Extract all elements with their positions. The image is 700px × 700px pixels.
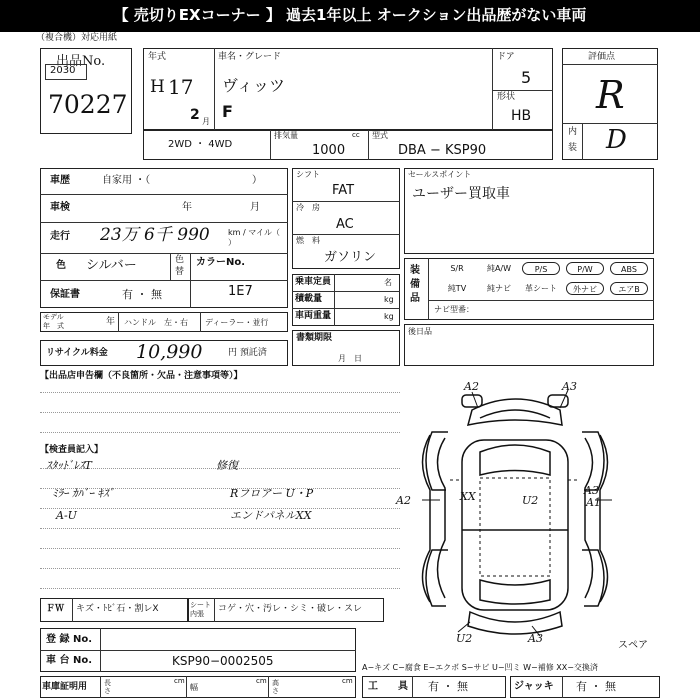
equipment-option: 純TV [447, 284, 467, 293]
chassis-value: KSP90−0002505 [172, 654, 274, 668]
era-value: H [150, 77, 165, 97]
diagram-mark: A3 [528, 632, 543, 645]
dim-width-unit: cm [256, 677, 267, 685]
docs-label: 書類期限 [296, 333, 333, 343]
diagram-mark: A1 [586, 496, 601, 509]
mileage-label: 走行 [50, 231, 70, 242]
shift-label: シフト [296, 170, 320, 179]
dim-height-label: 高さ [272, 679, 279, 695]
mileage-unit: km / マイル（ ） [228, 228, 281, 247]
capacity-unit: 名 [384, 278, 392, 287]
recycle-value: 10,990 [136, 341, 203, 363]
equipment-option: 革シート [525, 284, 557, 293]
score-value: R [596, 73, 625, 117]
capacity-label: 乗車定員 [295, 277, 332, 287]
equipment-option: エアB [610, 282, 648, 295]
fw-label: ＦＷ [46, 604, 65, 614]
model-name: ヴィッツ [222, 76, 286, 95]
diagram-mark: U2 [522, 494, 539, 507]
spare-label: スペア [618, 640, 648, 651]
garage-label: 車庫証明用 [42, 682, 88, 692]
note-right-1: 修復 [216, 459, 238, 472]
dealer-value: ディーラー・並行 [205, 318, 269, 327]
displacement-label: 排気量 [274, 131, 298, 140]
tools-label: 工 具 [368, 681, 408, 692]
seller-remarks-label: 【出品店申告欄（不良箇所・欠品・注意事項等）】 [40, 371, 243, 381]
extra-box [404, 324, 654, 366]
sales-point-box [404, 168, 654, 254]
navi-label: ナビ型番： [434, 305, 474, 314]
lot-number: 70227 [48, 90, 128, 119]
garage-box [40, 676, 356, 698]
doors-value: 5 [521, 68, 532, 87]
fw-value: キズ・ﾄﾋﾞ石・割レX [76, 604, 159, 614]
ac-label: 冷 房 [296, 203, 320, 212]
month-value: 2 [190, 107, 200, 123]
diagram-mark: A2 [396, 494, 411, 507]
model-year-label-2: 年 式 [43, 322, 64, 330]
lot-stamp-number: 2030 [50, 65, 76, 76]
inspection-year-unit: 年 [182, 202, 192, 213]
note-left-3: A-U [56, 509, 77, 522]
extra-label: 後日品 [408, 327, 432, 336]
jack-label: ジャッキ [514, 681, 554, 692]
history-close: ） [252, 175, 262, 186]
shift-value: FAT [332, 183, 355, 198]
diagram-mark: A3 [584, 484, 599, 497]
color-label: 色 [56, 260, 66, 271]
displacement-unit: cc [352, 131, 360, 139]
grade-value: F [222, 102, 233, 121]
note-right-2: Rフロアー U・P [230, 487, 314, 500]
equipment-option: P/S [522, 262, 560, 275]
year-label: 年式 [148, 52, 167, 62]
note-left-1: ｽﾀｯﾄﾞﾚｽT [46, 459, 92, 472]
docs-unit: 月 日 [338, 354, 362, 363]
interior-label-1: 内 [568, 127, 578, 137]
tools-value: 有 ・ 無 [428, 680, 468, 693]
load-label: 積載量 [295, 294, 323, 304]
registration-label: 登 録 No. [46, 634, 93, 645]
model-year-label-1: モデル [43, 313, 64, 321]
score-label: 評価点 [588, 52, 616, 62]
seat-value: コゲ・穴・汚レ・シミ・破レ・スレ [218, 604, 363, 614]
inspection-month-unit: 月 [250, 202, 260, 213]
shape-value: HB [511, 108, 532, 124]
recycle-unit: 円 預託済 [228, 348, 267, 358]
fuel-label: 燃 料 [296, 236, 320, 245]
equipment-label: 装備品 [410, 265, 420, 304]
displacement-value: 1000 [312, 143, 346, 158]
lot-label: 出品No. [56, 54, 106, 69]
interior-label-2: 装 [568, 143, 578, 153]
color-no-value: 1E7 [228, 284, 253, 299]
note-right-3: エンドパネルXX [230, 509, 312, 522]
mileage-value: 23万 6千 990 [100, 225, 210, 245]
inspector-label: 【検査員記入】 [40, 445, 104, 455]
diagram-mark: U2 [456, 632, 473, 645]
color-no-label: カラーNo. [196, 257, 246, 268]
damage-legend: A−キズ C−腐食 E−エクボ S−サビ U−凹ミ W−補修 XX−交換済 [362, 663, 598, 672]
model-year-unit: 年 [106, 317, 116, 327]
month-unit: 月 [202, 117, 210, 126]
warranty-label: 保証書 [50, 289, 80, 300]
ac-value: AC [336, 217, 354, 232]
fuel-value: ガソリン [324, 250, 377, 265]
dim-height-unit: cm [342, 677, 353, 685]
repaint-label-2: 替 [175, 267, 185, 277]
diagram-mark: XX [460, 490, 476, 503]
inspection-label: 車検 [50, 202, 70, 213]
jack-value: 有 ・ 無 [576, 680, 616, 693]
dim-length-label: 長さ [104, 679, 111, 695]
color-value: シルバー [86, 258, 137, 273]
repaint-label-1: 色 [175, 255, 185, 265]
diagram-mark: A2 [464, 380, 479, 393]
equipment-option: P/W [566, 262, 604, 275]
handle-value: ハンドル 左・右 [124, 318, 188, 327]
equipment-option: 純A/W [486, 264, 512, 273]
weight-unit: kg [384, 312, 394, 321]
type-label: 型式 [372, 131, 388, 140]
equipment-option: S/R [450, 264, 464, 273]
model-label: 車名・グレード [218, 52, 282, 62]
seat-label: シート 内張 [190, 601, 211, 618]
equipment-option: 純ナビ [487, 284, 511, 293]
doors-label: ドア [497, 52, 515, 62]
shape-label: 形状 [497, 92, 516, 102]
dim-length-unit: cm [174, 677, 185, 685]
sales-point-label: セールスポイント [408, 170, 472, 179]
banner-title: 【 売切りEXコーナー 】 過去1年以上 オークション出品歴がない車両 [113, 6, 587, 24]
recycle-label: リサイクル料金 [46, 348, 108, 358]
sheet-subnote: （複合機）対応用紙 [36, 33, 118, 43]
warranty-value: 有 ・ 無 [122, 288, 162, 301]
sales-point-value: ユーザー買取車 [412, 186, 510, 202]
chassis-label: 車 台 No. [46, 655, 93, 666]
history-label: 車歴 [50, 175, 70, 186]
equipment-option: ABS [610, 262, 648, 275]
car-damage-diagram [396, 380, 660, 651]
equipment-option: 外ナビ [566, 282, 604, 295]
diagram-mark: A3 [562, 380, 577, 393]
dim-width-label: 幅 [190, 683, 198, 692]
drive-value: 2WD ・ 4WD [168, 139, 233, 150]
year-value: 17 [168, 75, 194, 99]
note-left-2: ﾐﾗｰ ｶﾊﾞｰ ｷｽﾞ [52, 487, 114, 500]
load-unit: kg [384, 295, 394, 304]
model-code: DBA − KSP90 [398, 143, 487, 158]
history-value: 自家用 ・（ [102, 175, 151, 186]
weight-label: 車両重量 [295, 311, 332, 321]
interior-grade: D [606, 125, 627, 155]
